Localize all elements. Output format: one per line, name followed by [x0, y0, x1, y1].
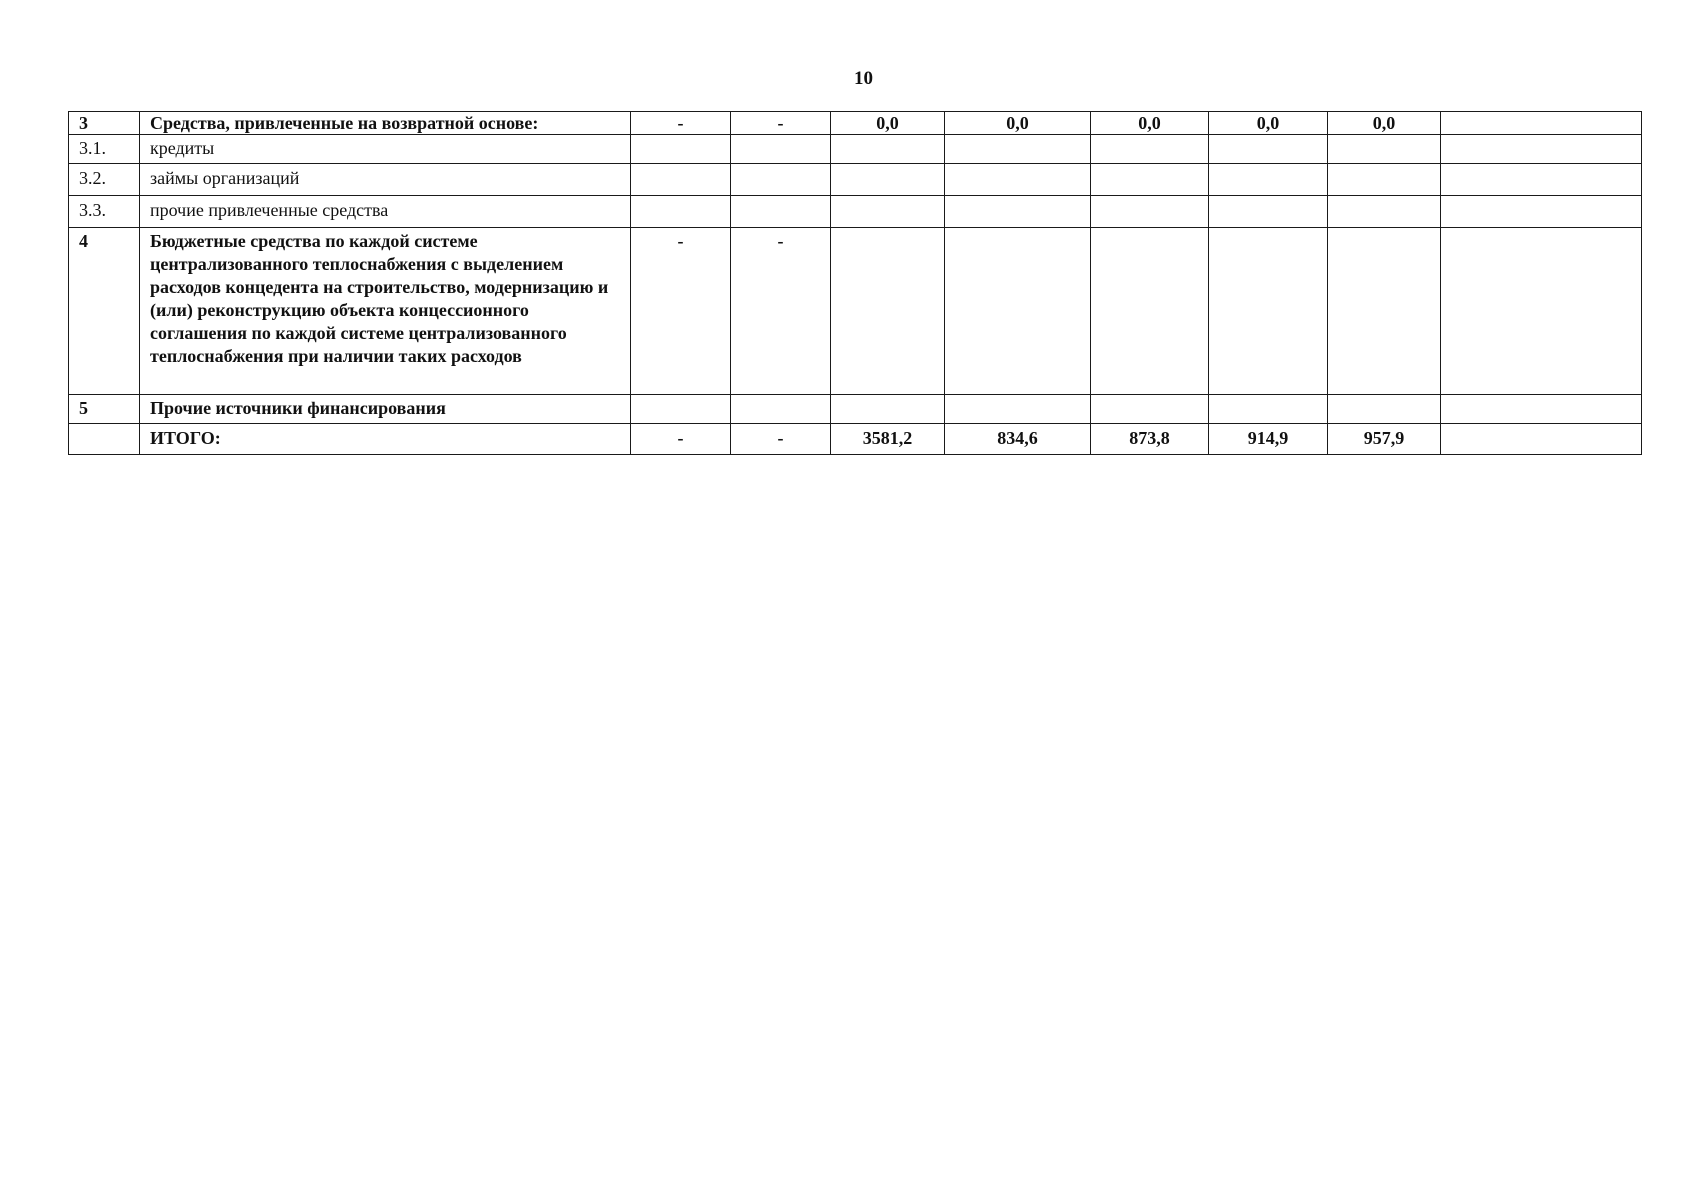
value-cell [1209, 164, 1328, 196]
value-cell [831, 196, 945, 228]
value-cell [731, 196, 831, 228]
value-cell [1328, 196, 1441, 228]
total-row [69, 424, 1642, 455]
value-cell [945, 196, 1091, 228]
value-cell [1441, 395, 1642, 424]
value-cell [945, 135, 1091, 164]
value-cell [1209, 395, 1328, 424]
value-cell [731, 164, 831, 196]
value-cell [1441, 164, 1642, 196]
total-value-cell: - [631, 424, 731, 455]
value-cell: 0,0 [1328, 112, 1441, 135]
value-cell: - [731, 112, 831, 135]
value-cell [945, 395, 1091, 424]
row-name: кредиты [140, 135, 631, 164]
value-cell: 0,0 [1091, 112, 1209, 135]
value-cell: - [631, 112, 731, 135]
table-row [69, 196, 1642, 228]
value-cell [631, 196, 731, 228]
value-cell: 0,0 [831, 112, 945, 135]
total-value-cell: - [731, 424, 831, 455]
value-cell: 0,0 [945, 112, 1091, 135]
value-cell [1209, 135, 1328, 164]
total-value-cell: 873,8 [1091, 424, 1209, 455]
value-cell [1209, 196, 1328, 228]
value-cell [1441, 228, 1642, 395]
total-value-cell: 834,6 [945, 424, 1091, 455]
row-number: 3.3. [69, 196, 140, 228]
row-number [69, 424, 140, 455]
value-cell [631, 395, 731, 424]
value-cell [945, 228, 1091, 395]
value-cell [1328, 135, 1441, 164]
value-cell [831, 164, 945, 196]
value-cell [1441, 135, 1642, 164]
row-number: 3.1. [69, 135, 140, 164]
page-number: 10 [854, 68, 873, 89]
row-name: прочие привлеченные средства [140, 196, 631, 228]
value-cell [831, 135, 945, 164]
row-number: 3 [69, 112, 140, 135]
value-cell [945, 164, 1091, 196]
total-value-cell: 3581,2 [831, 424, 945, 455]
value-cell [1091, 395, 1209, 424]
table-row [69, 164, 1642, 196]
table-row [69, 112, 1642, 135]
value-cell: - [731, 228, 831, 395]
value-cell [1328, 164, 1441, 196]
table-row [69, 135, 1642, 164]
value-cell [1091, 164, 1209, 196]
value-cell [1328, 395, 1441, 424]
row-number: 4 [69, 228, 140, 395]
value-cell [1091, 196, 1209, 228]
total-value-cell [1441, 424, 1642, 455]
row-name: Средства, привлеченные на возвратной основе: [140, 112, 631, 135]
row-name: Бюджетные средства по каждой системе централизованного теплоснабжения с выделением расходов концедента на строительство, модернизацию и (или) реконструкцию объекта концессионного соглашения по каждой системе централизованного теплоснабжения при наличии таких расходов [140, 228, 631, 395]
value-cell [1441, 112, 1642, 135]
row-name: займы организаций [140, 164, 631, 196]
row-number: 3.2. [69, 164, 140, 196]
value-cell [631, 164, 731, 196]
total-label: ИТОГО: [140, 424, 631, 455]
value-cell [631, 135, 731, 164]
value-cell [831, 395, 945, 424]
financing-sources-table [68, 111, 1642, 455]
value-cell [831, 228, 945, 395]
value-cell [1091, 135, 1209, 164]
value-cell: - [631, 228, 731, 395]
value-cell [1441, 196, 1642, 228]
row-number: 5 [69, 395, 140, 424]
value-cell: 0,0 [1209, 112, 1328, 135]
total-value-cell: 914,9 [1209, 424, 1328, 455]
value-cell [1328, 228, 1441, 395]
table-row [69, 228, 1642, 395]
table-row [69, 395, 1642, 424]
value-cell [731, 135, 831, 164]
row-name: Прочие источники финансирования [140, 395, 631, 424]
value-cell [731, 395, 831, 424]
value-cell [1209, 228, 1328, 395]
total-value-cell: 957,9 [1328, 424, 1441, 455]
value-cell [1091, 228, 1209, 395]
